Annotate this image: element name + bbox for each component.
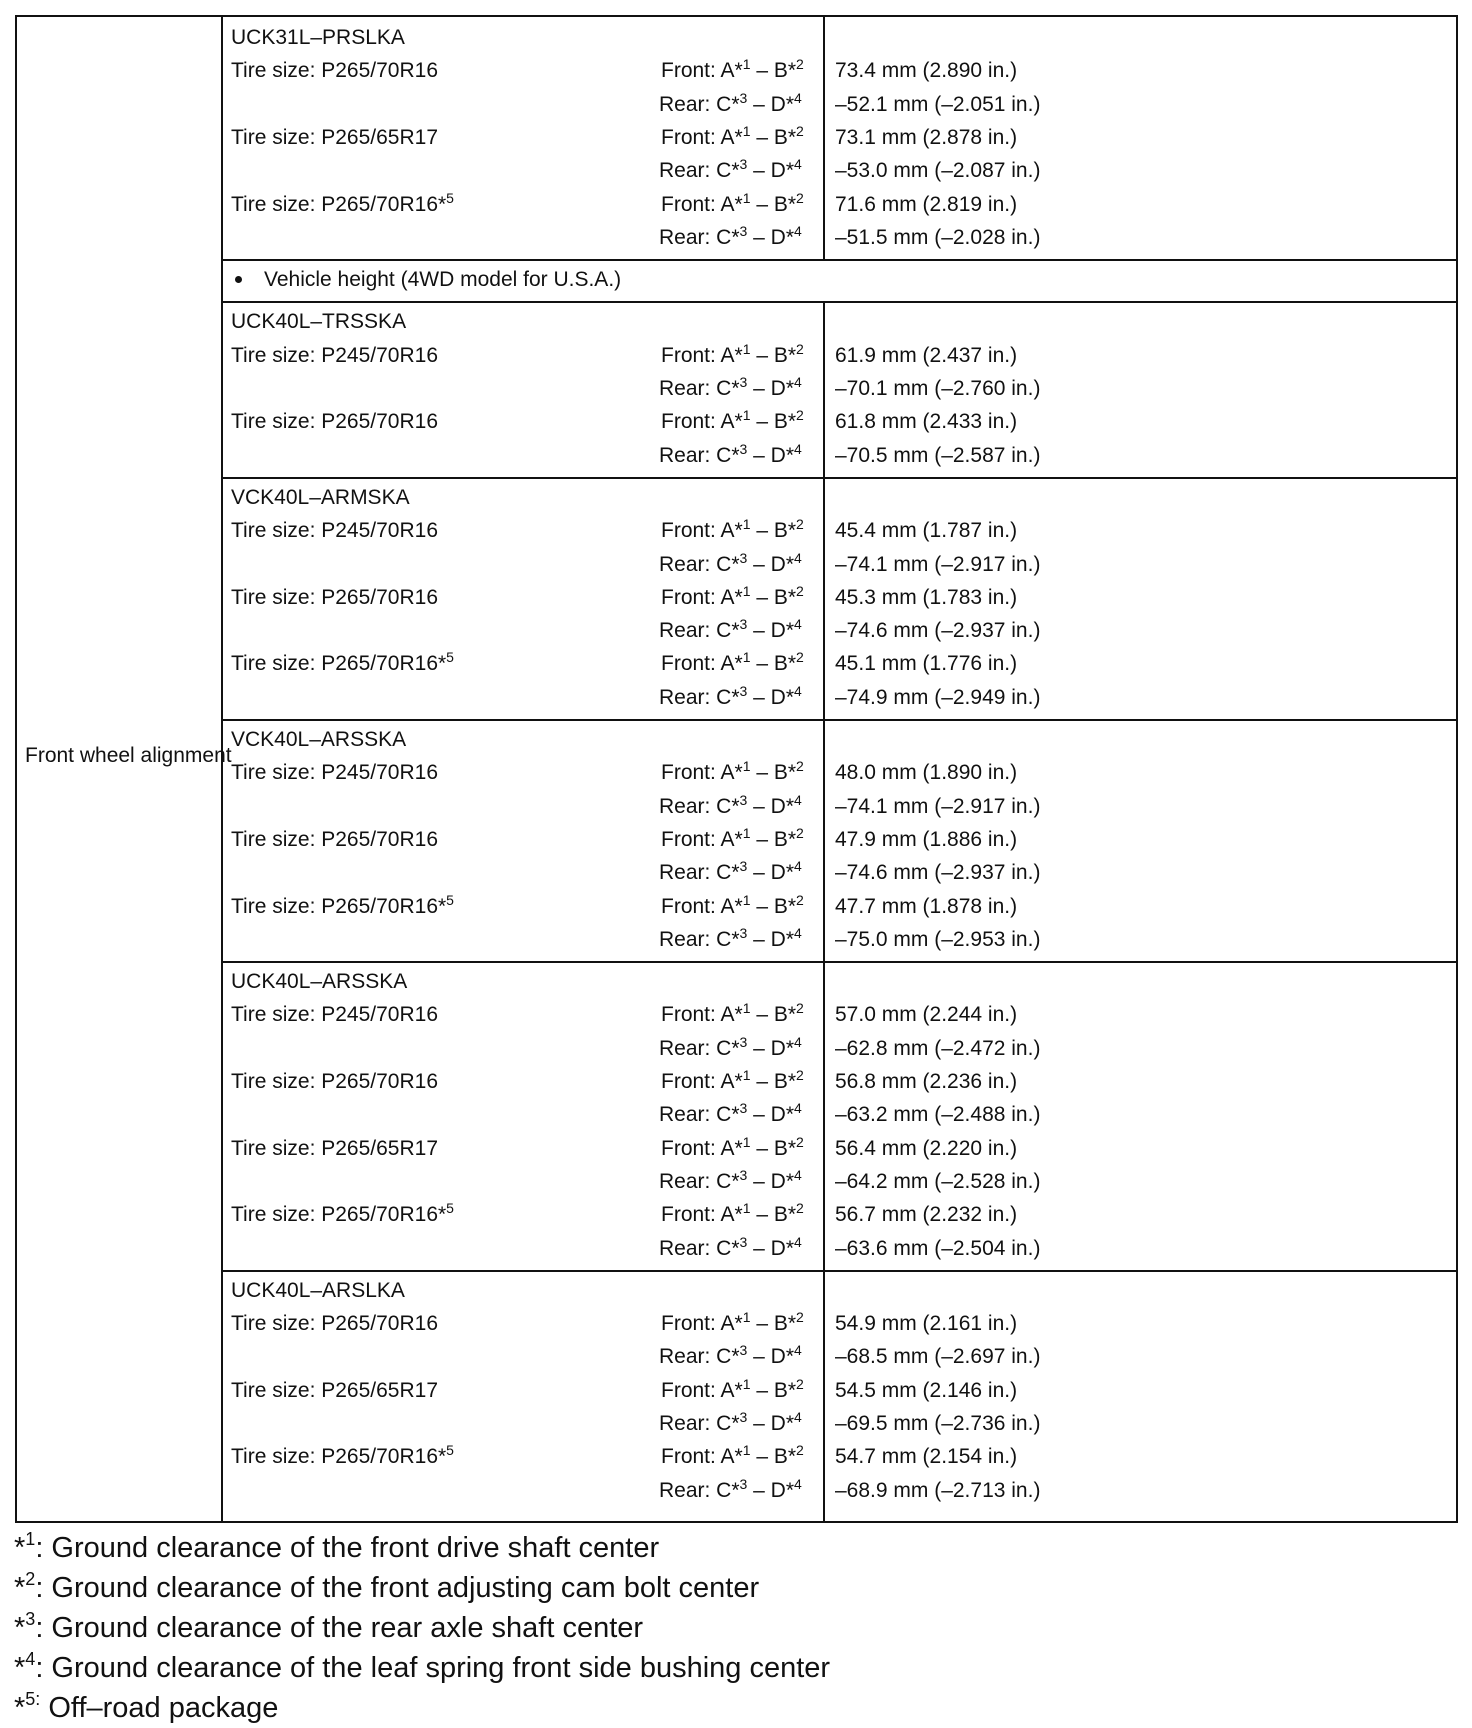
footnote-marker: 2 — [796, 1309, 804, 1326]
label-text: – B* — [750, 761, 797, 785]
label-text: – B* — [750, 1312, 797, 1336]
label-text: – B* — [750, 1136, 797, 1160]
label-text: Front: A* — [661, 1312, 743, 1336]
label-text: Front: A* — [661, 585, 743, 609]
label-text: Rear: C* — [659, 927, 740, 951]
tire-size — [231, 1132, 438, 1165]
footnote-marker: 3 — [739, 1233, 748, 1250]
label-text: – B* — [750, 519, 797, 543]
label-text: – D* — [747, 1236, 795, 1260]
front-wheel-alignment-label: Front wheel alignment — [25, 744, 232, 767]
front-measure-label — [661, 998, 804, 1031]
footnote-mark: * — [14, 1652, 26, 1684]
footnote-mark: * — [14, 1612, 26, 1644]
footnote-marker: 3 — [739, 682, 748, 699]
front-measure-label — [661, 1065, 804, 1098]
footnote-marker: 4 — [794, 156, 802, 173]
label-text: Front: A* — [661, 125, 743, 149]
spec-table — [15, 15, 1458, 1523]
footnote-marker: 3 — [739, 1475, 748, 1492]
rear-measure-label — [659, 1032, 802, 1065]
rear-value: –70.5 mm (–2.587 in.) — [835, 443, 1041, 467]
footnote-marker: 5 — [446, 1442, 454, 1459]
footnote-marker: 3 — [739, 924, 748, 941]
tire-size — [231, 188, 454, 221]
footnote-marker: 1 — [742, 516, 751, 533]
label-text: Front: A* — [661, 1003, 743, 1027]
front-value: 45.3 mm (1.783 in.) — [835, 585, 1018, 609]
rear-measure-label — [659, 1407, 802, 1440]
footnote-marker: 4 — [794, 1233, 802, 1250]
label-text: – B* — [750, 1203, 797, 1227]
label-text: Front: A* — [661, 410, 743, 434]
label-text: Rear: C* — [659, 1345, 740, 1369]
label-text: – D* — [747, 1478, 795, 1502]
label-text: Rear: C* — [659, 619, 740, 643]
footnote-marker: 3 — [739, 616, 748, 633]
rear-measure-label — [659, 154, 802, 187]
rear-value: –53.0 mm (–2.087 in.) — [835, 159, 1041, 183]
label-text: Tire size: P265/70R16* — [231, 894, 447, 918]
rear-value: –74.9 mm (–2.949 in.) — [835, 685, 1041, 709]
footnote-marker: 1 — [742, 582, 751, 599]
front-measure-label — [661, 514, 804, 547]
section-divider — [221, 477, 1456, 479]
label-text: Front: A* — [661, 59, 743, 83]
footnote-marker: 4 — [794, 616, 802, 633]
footnote-marker: 3 — [739, 1166, 748, 1183]
label-text: Rear: C* — [659, 1478, 740, 1502]
footnote-marker: 3 — [739, 549, 748, 566]
footnote-text: : Ground clearance of the rear axle shaft center — [35, 1612, 644, 1644]
label-text: Rear: C* — [659, 159, 740, 183]
label-text: – B* — [750, 894, 797, 918]
footnote-marker: 5 — [446, 1200, 454, 1217]
footnote-marker: 2 — [796, 758, 804, 775]
footnote-marker: 3 — [739, 1033, 748, 1050]
rear-value: –74.1 mm (–2.917 in.) — [835, 794, 1041, 818]
footnote-marker: 1 — [742, 1442, 751, 1459]
label-text: Tire size: P265/65R17 — [231, 1136, 438, 1160]
model-code: UCK31L–PRSLKA — [231, 26, 405, 49]
model-code: UCK40L–TRSSKA — [231, 310, 407, 334]
footnote-marker: 2 — [796, 649, 804, 666]
rear-value: –51.5 mm (–2.028 in.) — [835, 225, 1041, 249]
front-value: 54.9 mm (2.161 in.) — [835, 1312, 1018, 1336]
label-text: – D* — [747, 159, 795, 183]
front-value: 61.9 mm (2.437 in.) — [835, 343, 1018, 367]
front-value: 57.0 mm (2.244 in.) — [835, 1003, 1018, 1027]
tire-size — [231, 514, 438, 547]
front-measure-label — [661, 647, 804, 680]
rear-value: –64.2 mm (–2.528 in.) — [835, 1169, 1041, 1193]
label-text: – D* — [747, 1412, 795, 1435]
footnote-marker: 1 — [742, 758, 751, 775]
tire-size — [231, 1198, 454, 1231]
front-value: 54.5 mm (2.146 in.) — [835, 1378, 1018, 1402]
label-text: – D* — [747, 1345, 795, 1369]
footnote-marker: 2 — [796, 582, 804, 599]
label-text: Rear: C* — [659, 794, 740, 818]
label-text: Front: A* — [661, 1136, 743, 1160]
front-value: 71.6 mm (2.819 in.) — [835, 192, 1018, 216]
label-text: Tire size: P265/70R16 — [231, 585, 438, 609]
footnote-marker: 5 — [446, 649, 454, 666]
label-text: – D* — [747, 685, 795, 709]
tire-size — [231, 1307, 438, 1340]
front-measure-label — [661, 581, 804, 614]
label-text: Front: A* — [661, 192, 743, 216]
footnote-marker: 1 — [742, 122, 751, 139]
footnote-marker: 2 — [796, 891, 804, 908]
footnote-marker: 4 — [794, 682, 802, 699]
footnote-mark: * — [14, 1572, 26, 1604]
section-divider — [221, 719, 1456, 721]
footnote-number: 2 — [25, 1569, 36, 1589]
column-divider-right — [823, 17, 825, 1521]
rear-measure-label — [659, 221, 802, 254]
tire-size — [231, 647, 454, 680]
section-divider — [221, 1270, 1456, 1272]
label-text: Rear: C* — [659, 1236, 740, 1260]
rear-value: –74.1 mm (–2.917 in.) — [835, 552, 1041, 576]
rear-measure-label — [659, 1232, 802, 1265]
front-measure-label — [661, 188, 804, 221]
footnote-marker: 4 — [794, 1100, 802, 1117]
footnotes — [14, 1528, 830, 1728]
front-measure-label — [661, 1198, 804, 1231]
label-text: Tire size: P265/70R16 — [231, 59, 438, 83]
footnote-marker: 1 — [742, 1067, 751, 1083]
footnote-marker: 4 — [794, 1409, 802, 1425]
label-text: – B* — [750, 410, 797, 434]
footnote-marker: 2 — [796, 1200, 804, 1217]
front-measure-label — [661, 1374, 804, 1407]
footnote-item — [14, 1568, 830, 1608]
footnote-marker: 1 — [742, 407, 751, 424]
footnote-number: 1 — [25, 1529, 36, 1549]
footnote-marker: 3 — [739, 89, 748, 106]
model-code: VCK40L–ARMSKA — [231, 485, 410, 509]
tire-size — [231, 339, 438, 372]
label-text: – B* — [750, 1378, 797, 1402]
footnote-marker: 4 — [794, 924, 802, 941]
footnote-mark: * — [14, 1532, 26, 1564]
tire-size — [231, 998, 438, 1031]
rear-value: –74.6 mm (–2.937 in.) — [835, 861, 1041, 885]
rear-measure-label — [659, 1474, 802, 1507]
front-value: 54.7 mm (2.154 in.) — [835, 1445, 1018, 1469]
footnote-marker: 4 — [794, 549, 802, 566]
rear-measure-label — [659, 1098, 802, 1131]
footnote-marker: 5 — [446, 189, 454, 206]
footnote-marker: 4 — [794, 791, 802, 808]
label-text: Front: A* — [661, 761, 743, 785]
footnote-text: : Ground clearance of the front adjusting cam bolt center — [35, 1572, 760, 1604]
footnote-marker: 5 — [446, 891, 454, 908]
label-text: Front: A* — [661, 519, 743, 543]
footnote-marker: 1 — [742, 189, 751, 206]
label-text: Front: A* — [661, 1378, 743, 1402]
label-text: Rear: C* — [659, 552, 740, 576]
rear-value: –63.6 mm (–2.504 in.) — [835, 1236, 1041, 1260]
rear-measure-label — [659, 88, 802, 121]
footnote-marker: 1 — [742, 1133, 751, 1150]
rear-value: –52.1 mm (–2.051 in.) — [835, 92, 1041, 116]
footnote-marker: 1 — [742, 1375, 751, 1392]
footnote-item — [14, 1648, 830, 1688]
label-text: Front: A* — [661, 1070, 743, 1093]
footnote-marker: 3 — [739, 156, 748, 173]
rear-measure-label — [659, 1340, 802, 1373]
rear-measure-label — [659, 439, 802, 472]
footnote-marker: 2 — [796, 1375, 804, 1392]
tire-size — [231, 54, 438, 87]
front-measure-label — [661, 339, 804, 372]
label-text: Tire size: P265/65R17 — [231, 125, 438, 149]
front-value: 45.1 mm (1.776 in.) — [835, 652, 1018, 676]
label-text: Tire size: P265/70R16 — [231, 1070, 438, 1093]
front-value: 73.4 mm (2.890 in.) — [835, 59, 1018, 83]
footnote-marker: 4 — [794, 440, 802, 457]
label-text: – D* — [747, 1036, 795, 1060]
footnote-marker: 3 — [739, 858, 748, 875]
rear-value: –63.2 mm (–2.488 in.) — [835, 1103, 1041, 1127]
label-text: Tire size: P265/70R16 — [231, 827, 438, 851]
model-code: UCK40L–ARSSKA — [231, 970, 408, 994]
label-text: – D* — [747, 377, 795, 400]
footnote-marker: 3 — [739, 791, 748, 808]
footnote-marker: 1 — [742, 649, 751, 666]
rear-value: –74.6 mm (–2.937 in.) — [835, 619, 1041, 643]
footnote-item — [14, 1528, 830, 1568]
footnote-marker: 3 — [739, 222, 748, 239]
front-measure-label — [661, 1307, 804, 1340]
footnote-marker: 2 — [796, 340, 804, 357]
front-measure-label — [661, 121, 804, 154]
footnote-marker: 3 — [739, 440, 748, 457]
footnote-mark: * — [14, 1692, 26, 1724]
footnote-marker: 3 — [739, 1409, 748, 1425]
front-measure-label — [661, 1132, 804, 1165]
footnote-marker: 4 — [794, 222, 802, 239]
label-text: Tire size: P265/70R16* — [231, 652, 447, 676]
front-measure-label — [661, 823, 804, 856]
footnote-marker: 1 — [742, 56, 751, 73]
footnote-marker: 1 — [742, 891, 751, 908]
label-text: Rear: C* — [659, 1412, 740, 1435]
label-text: Rear: C* — [659, 1036, 740, 1060]
footnote-marker: 2 — [796, 1442, 804, 1459]
label-text: Front: A* — [661, 894, 743, 918]
front-value: 45.4 mm (1.787 in.) — [835, 519, 1018, 543]
rear-value: –70.1 mm (–2.760 in.) — [835, 377, 1041, 400]
tire-size — [231, 1065, 438, 1098]
label-text: Vehicle height (4WD model for U.S.A.) — [264, 268, 622, 292]
label-text: – B* — [750, 1445, 797, 1469]
vehicle-height-note — [229, 263, 621, 296]
rear-measure-label — [659, 1165, 802, 1198]
front-measure-label — [661, 1440, 804, 1473]
tire-size — [231, 121, 438, 154]
footnote-marker: 2 — [796, 122, 804, 139]
rear-value: –68.5 mm (–2.697 in.) — [835, 1345, 1041, 1369]
footnote-marker: 1 — [742, 1000, 751, 1017]
rear-value: –68.9 mm (–2.713 in.) — [835, 1478, 1041, 1502]
label-text: Rear: C* — [659, 92, 740, 116]
footnote-marker: 2 — [796, 56, 804, 73]
rear-value: –62.8 mm (–2.472 in.) — [835, 1036, 1041, 1060]
note-row-mask — [823, 261, 827, 301]
label-text: – D* — [747, 443, 795, 467]
tire-size — [231, 405, 438, 438]
footnote-marker: 3 — [739, 374, 748, 390]
front-value: 47.9 mm (1.886 in.) — [835, 827, 1018, 851]
front-value: 73.1 mm (2.878 in.) — [835, 125, 1018, 149]
tire-size — [231, 1374, 438, 1407]
label-text: Tire size: P265/70R16* — [231, 1203, 447, 1227]
footnote-marker: 2 — [796, 516, 804, 533]
section-divider — [221, 961, 1456, 963]
bullet-icon — [235, 276, 242, 283]
label-text: – D* — [747, 1103, 795, 1127]
label-text: – B* — [750, 59, 797, 83]
tire-size — [231, 890, 454, 923]
footnote-marker: 3 — [739, 1342, 748, 1359]
label-text: Rear: C* — [659, 685, 740, 709]
label-text: Front: A* — [661, 827, 743, 851]
footnote-marker: 1 — [742, 340, 751, 357]
rear-measure-label — [659, 548, 802, 581]
footnote-marker: 4 — [794, 1342, 802, 1359]
label-text: Front: A* — [661, 1203, 743, 1227]
footnote-marker: 4 — [794, 1166, 802, 1183]
tire-size — [231, 756, 438, 789]
label-text: – D* — [747, 794, 795, 818]
footnote-marker: 2 — [796, 1000, 804, 1017]
label-text: Rear: C* — [659, 225, 740, 249]
front-measure-label — [661, 890, 804, 923]
front-value: 56.4 mm (2.220 in.) — [835, 1136, 1018, 1160]
front-value: 47.7 mm (1.878 in.) — [835, 894, 1018, 918]
footnote-marker: 2 — [796, 824, 804, 841]
label-text: – B* — [750, 1070, 797, 1093]
label-text: Tire size: P245/70R16 — [231, 761, 438, 785]
label-text: Front: A* — [661, 1445, 743, 1469]
front-value: 56.8 mm (2.236 in.) — [835, 1070, 1018, 1093]
front-measure-label — [661, 405, 804, 438]
label-text: Tire size: P245/70R16 — [231, 519, 438, 543]
footnote-number: 4 — [25, 1649, 36, 1669]
footnote-number: 5: — [25, 1689, 41, 1709]
tire-size — [231, 581, 438, 614]
rear-measure-label — [659, 372, 802, 405]
footnote-marker: 4 — [794, 89, 802, 106]
section-divider — [221, 301, 1456, 303]
footnote-text: : Ground clearance of the front drive shaft center — [35, 1532, 660, 1564]
footnote-marker: 3 — [739, 1100, 748, 1117]
label-text: – D* — [747, 92, 795, 116]
label-text: Tire size: P245/70R16 — [231, 343, 438, 367]
label-text: Rear: C* — [659, 377, 740, 400]
label-text: – B* — [750, 343, 797, 367]
label-text: – B* — [750, 652, 797, 676]
label-text: Rear: C* — [659, 443, 740, 467]
front-measure-label — [661, 54, 804, 87]
label-text: Rear: C* — [659, 1169, 740, 1193]
front-value: 56.7 mm (2.232 in.) — [835, 1203, 1018, 1227]
rear-value: –69.5 mm (–2.736 in.) — [835, 1412, 1041, 1435]
footnote-marker: 2 — [796, 1133, 804, 1150]
label-text: – D* — [747, 552, 795, 576]
model-code: VCK40L–ARSSKA — [231, 728, 407, 751]
section-divider — [221, 259, 1456, 261]
rear-measure-label — [659, 681, 802, 714]
label-text: – D* — [747, 225, 795, 249]
footnote-marker: 1 — [742, 1200, 751, 1217]
tire-size — [231, 823, 438, 856]
label-text: – D* — [747, 927, 795, 951]
label-text: Rear: C* — [659, 861, 740, 885]
footnote-text: Off–road package — [40, 1692, 279, 1724]
rear-measure-label — [659, 614, 802, 647]
footnote-marker: 2 — [796, 189, 804, 206]
footnote-marker: 1 — [742, 824, 751, 841]
label-text: Tire size: P265/70R16 — [231, 1312, 438, 1336]
front-measure-label — [661, 756, 804, 789]
label-text: – B* — [750, 827, 797, 851]
label-text: – B* — [750, 1003, 797, 1027]
label-text: – D* — [747, 1169, 795, 1193]
footnote-item — [14, 1608, 830, 1648]
footnote-marker: 2 — [796, 1067, 804, 1083]
label-text: Tire size: P265/65R17 — [231, 1378, 438, 1402]
footnote-text: : Ground clearance of the leaf spring front side bushing center — [35, 1652, 831, 1684]
rear-value: –75.0 mm (–2.953 in.) — [835, 927, 1041, 951]
label-text: – B* — [750, 585, 797, 609]
label-text: Rear: C* — [659, 1103, 740, 1127]
footnote-marker: 4 — [794, 374, 802, 390]
rear-measure-label — [659, 856, 802, 889]
front-value: 48.0 mm (1.890 in.) — [835, 761, 1018, 785]
label-text: Tire size: P245/70R16 — [231, 1003, 438, 1027]
front-value: 61.8 mm (2.433 in.) — [835, 410, 1018, 434]
footnote-marker: 2 — [796, 407, 804, 424]
label-text: Tire size: P265/70R16 — [231, 410, 438, 434]
model-code: UCK40L–ARSLKA — [231, 1278, 405, 1302]
label-text: – B* — [750, 192, 797, 216]
footnote-number: 3 — [25, 1609, 36, 1629]
label-text: – D* — [747, 619, 795, 643]
label-text: – B* — [750, 125, 797, 149]
footnote-marker: 1 — [742, 1309, 751, 1326]
footnote-marker: 4 — [794, 1475, 802, 1492]
label-text: Tire size: P265/70R16* — [231, 1445, 447, 1469]
rear-measure-label — [659, 790, 802, 823]
label-text: – D* — [747, 861, 795, 885]
tire-size — [231, 1440, 454, 1473]
label-text: Front: A* — [661, 652, 743, 676]
footnote-marker: 4 — [794, 858, 802, 875]
footnote-item — [14, 1688, 830, 1728]
rear-measure-label — [659, 923, 802, 956]
label-text: Front: A* — [661, 343, 743, 367]
label-text: Tire size: P265/70R16* — [231, 192, 447, 216]
footnote-marker: 4 — [794, 1033, 802, 1050]
